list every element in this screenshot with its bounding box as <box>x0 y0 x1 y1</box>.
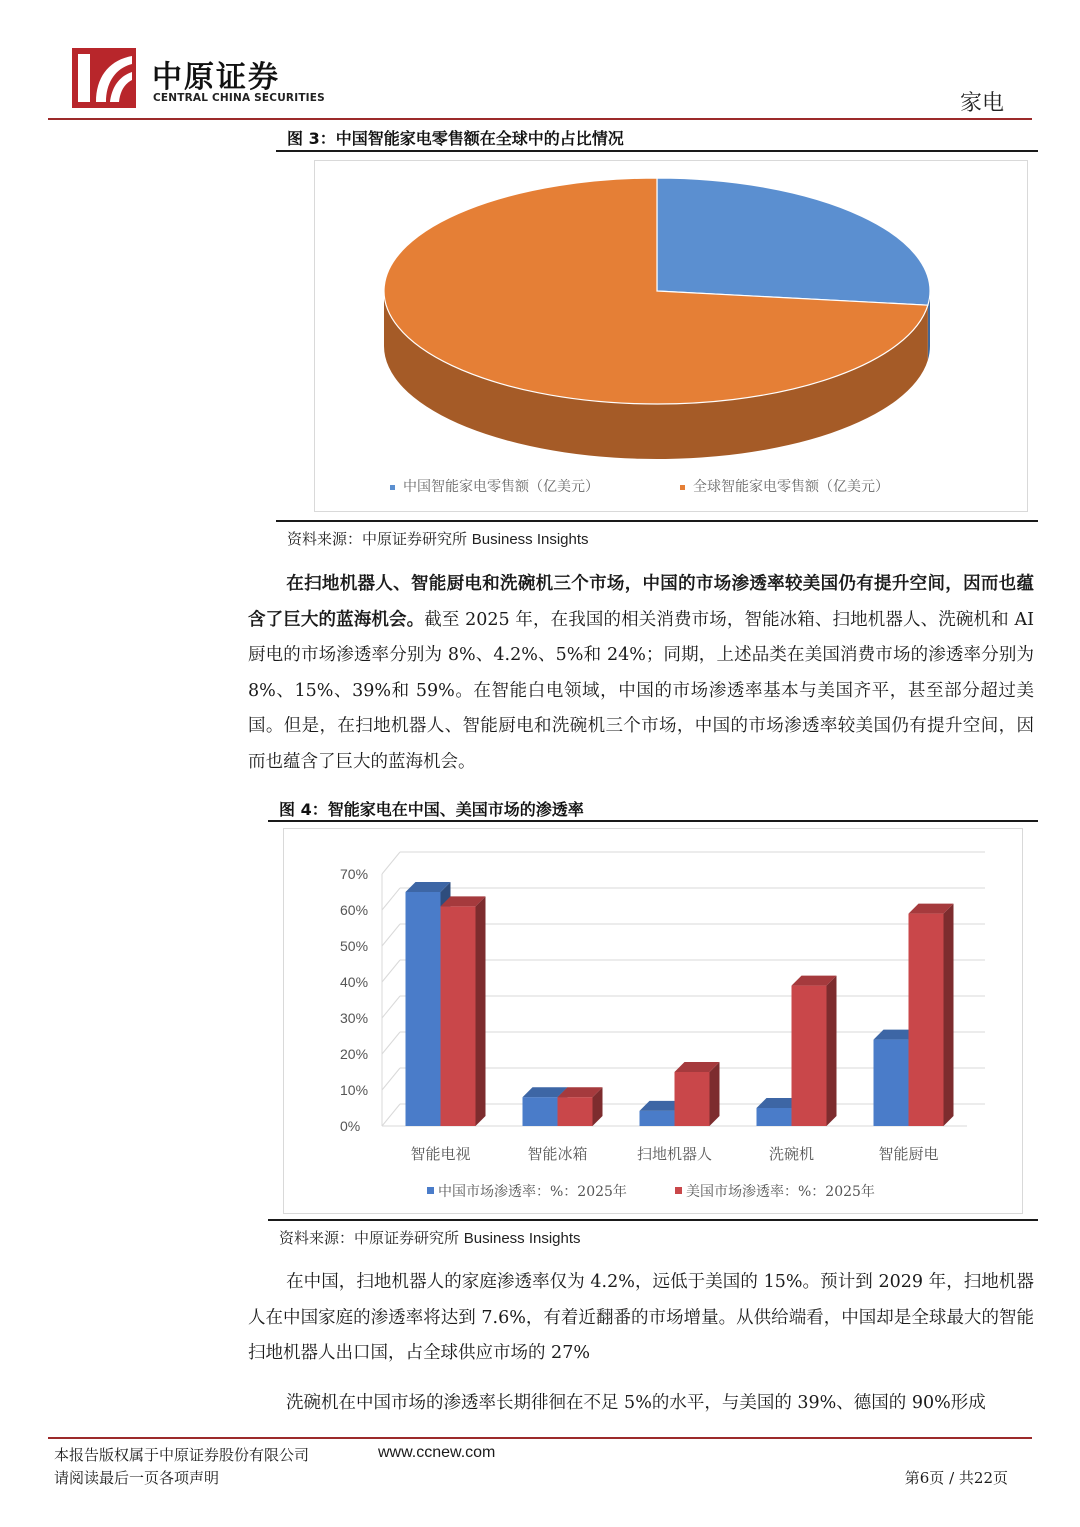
bar-3-1 <box>792 986 827 1126</box>
x-tick-label: 扫地机器人 <box>636 1145 713 1163</box>
figure4-source-en: Business Insights <box>463 1230 581 1247</box>
y-tick-label: 10% <box>340 1082 369 1098</box>
grid-diagonal <box>382 888 400 910</box>
bar-2-1 <box>675 1072 710 1126</box>
body-paragraph-2 <box>248 1265 1034 1372</box>
y-tick-label: 50% <box>340 938 369 954</box>
bar-0-0 <box>406 892 441 1126</box>
bar-2-0 <box>640 1111 675 1126</box>
y-tick-label: 30% <box>340 1010 369 1026</box>
pie-chart <box>315 161 1027 511</box>
x-tick-label: 智能电视 <box>410 1145 471 1163</box>
grid-diagonal <box>382 1104 400 1126</box>
figure4-caption: 图 4：智能家电在中国、美国市场的渗透率 <box>279 800 584 819</box>
figure3-caption: 图 3：中国智能家电零售额在全球中的占比情况 <box>287 129 624 148</box>
figure3-bottom-rule <box>276 520 1038 522</box>
footer-disclaimer: 请阅读最后一页各项声明 <box>54 1469 220 1487</box>
bar-legend-swatch-1 <box>675 1187 682 1194</box>
company-logo-icon <box>72 48 136 108</box>
bar-legend-swatch-0 <box>427 1187 434 1194</box>
bar-side <box>827 976 837 1126</box>
company-name-en: CENTRAL CHINA SECURITIES <box>153 92 325 104</box>
header-divider <box>48 118 1032 120</box>
body-paragraph-1 <box>248 567 1034 780</box>
bar-0-1 <box>441 906 476 1126</box>
company-name-cn: 中原证券 <box>152 60 280 95</box>
paragraph-2-text: 在中国，扫地机器人的家庭渗透率仅为 4.2%，远低于美国的 15%。预计到 2029 年，扫地机器人在中国家庭的渗透率将达到 7.6%，有着近翻番的市场增量。从供给端看，中国却是全球最大的智能扫地机器人出口国，占全球供应市场的 27% <box>248 1272 1034 1363</box>
figure3-source-cn: 资料来源：中原证券研究所 <box>287 530 468 548</box>
grid-diagonal <box>382 996 400 1018</box>
bar-side <box>944 904 954 1126</box>
x-tick-label: 智能冰箱 <box>527 1145 588 1163</box>
figure4-bottom-rule <box>268 1219 1038 1221</box>
grid-diagonal <box>382 1032 400 1054</box>
bar-chart <box>284 829 1022 1213</box>
figure3-source <box>287 528 589 549</box>
figure4-top-rule <box>268 820 1038 822</box>
bar-4-1 <box>909 914 944 1126</box>
pie-slice-0 <box>657 178 930 305</box>
bar-legend-label-0: 中国市场渗透率：%：2025年 <box>438 1184 627 1200</box>
y-tick-label: 20% <box>340 1046 369 1062</box>
footer-copyright: 本报告版权属于中原证券股份有限公司 <box>54 1446 310 1464</box>
paragraph-body: 截至 2025 年，在我国的相关消费市场，智能冰箱、扫地机器人、洗碗机和 AI 厨电的市场渗透率分别为 8%、4.2%、5%和 24%；同期，上述品类在美国消费市场的渗透率分别为 8%、15%、39%和 59%。在智能白电领域，中国的市场渗透率基本与美国齐平，甚至部分超过美国。但是，在扫地机器人、智能厨电和洗碗机三个市场，中国的市场渗透率较美国仍有提升空间，因而也蕴含了巨大的蓝海机会。 <box>248 609 1034 772</box>
pie-legend-swatch-0 <box>390 485 395 490</box>
y-tick-label: 40% <box>340 974 369 990</box>
y-tick-label: 60% <box>340 902 369 918</box>
pie-legend-label-1: 全球智能家电零售额（亿美元） <box>693 479 889 495</box>
bar-1-1 <box>558 1097 593 1126</box>
bar-1-0 <box>523 1097 558 1126</box>
figure3-chart-frame <box>314 160 1028 512</box>
footer-divider <box>48 1437 1032 1439</box>
page-number: 第6页 / 共22页 <box>904 1469 1008 1487</box>
pie-legend-swatch-1 <box>680 485 685 490</box>
paragraph-3-text: 洗碗机在中国市场的渗透率长期徘徊在不足 5%的水平，与美国的 39%、德国的 90%形成 <box>286 1393 986 1413</box>
grid-diagonal <box>382 852 400 874</box>
pie-legend-label-0: 中国智能家电零售额（亿美元） <box>403 479 599 495</box>
figure4-source <box>279 1227 581 1248</box>
report-section-label: 家电 <box>959 91 1004 116</box>
bar-3-0 <box>757 1108 792 1126</box>
bar-side <box>710 1062 720 1126</box>
figure4-chart-frame <box>283 828 1023 1214</box>
grid-diagonal <box>382 924 400 946</box>
paragraph-lead: 在扫地机器人、智能厨电和洗碗机三个市场，中国的市场渗透率较美国仍有提升空间，因而也蕴含了巨大的蓝海机会。 <box>248 574 1034 630</box>
figure4-source-cn: 资料来源：中原证券研究所 <box>279 1229 460 1247</box>
y-tick-label: 70% <box>340 866 369 882</box>
bar-legend-label-1: 美国市场渗透率：%：2025年 <box>686 1184 875 1200</box>
bar-side <box>476 896 486 1126</box>
grid-diagonal <box>382 960 400 982</box>
bar-4-0 <box>874 1040 909 1126</box>
x-tick-label: 洗碗机 <box>768 1145 815 1163</box>
y-tick-label: 0% <box>340 1118 361 1134</box>
x-tick-label: 智能厨电 <box>878 1145 939 1163</box>
figure3-source-en: Business Insights <box>471 531 589 548</box>
grid-diagonal <box>382 1068 400 1090</box>
figure3-top-rule <box>276 150 1038 152</box>
body-paragraph-3 <box>248 1386 1034 1422</box>
footer-website-link[interactable]: www.ccnew.com <box>378 1444 496 1461</box>
